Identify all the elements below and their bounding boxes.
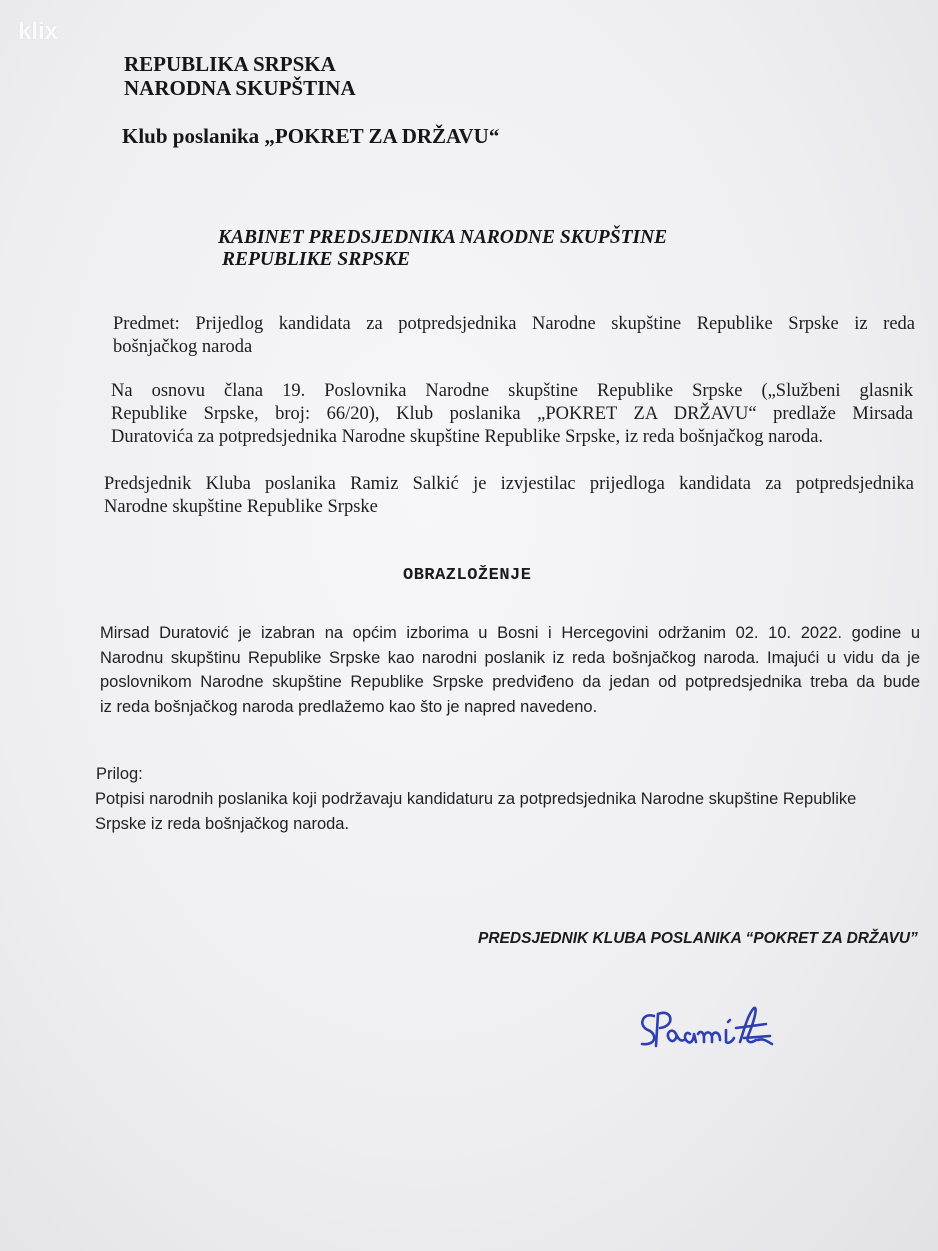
recipient-line-2: REPUBLIKE SRPSKE: [222, 249, 411, 270]
basis-line: Na osnovu člana 19. Poslovnika Narodne skupštine Republike Srpske („Službeni glasnik: [111, 381, 913, 401]
klix-watermark: klix: [18, 18, 59, 45]
header-assembly: NARODNA SKUPŠTINA: [124, 76, 356, 100]
attachment-line: Potpisi narodnih poslanika koji podržavaju kandidaturu za potpredsjednika Narodne skupštine Republike: [95, 790, 857, 808]
explanation-line: Narodnu skupštinu Republike Srpske kao narodni poslanik iz reda bošnjačkog naroda. Imajući u vidu da je: [100, 648, 920, 667]
basis-line: Duratovića za potpredsjednika Narodne skupštine Republike Srpske, iz reda bošnjačkog naroda.: [111, 427, 824, 447]
attachment-text: [95, 787, 935, 836]
explanation-paragraph: [100, 621, 920, 719]
rapporteur-line: Predsjednik Kluba poslanika Ramiz Salkić je izvjestilac prijedloga kandidata za potpredsjednika: [104, 474, 914, 494]
subject-line: Predmet: Prijedlog kandidata za potpredsjednika Narodne skupštine Republike Srpske iz reda: [113, 314, 915, 334]
attachment-label: Prilog:: [96, 765, 143, 783]
explanation-line: iz reda bošnjačkog naroda predlažemo kao što je napred navedeno.: [100, 697, 598, 716]
explanation-line: poslovnikom Narodne skupštine Republike Srpske predviđeno da jedan od potpredsjednika treba da bude: [100, 673, 920, 691]
rapporteur-line: Narodne skupštine Republike Srpske: [104, 497, 378, 517]
explanation-line: Mirsad Duratović je izabran na općim izborima u Bosni i Hercegovini održanim 02. 10. 2022. godine u: [100, 624, 920, 642]
signature-title: PREDSJEDNIK KLUBA POSLANIKA “POKRET ZA DRŽAVU”: [478, 930, 918, 947]
explanation-title: OBRAZLOŽENJE: [403, 566, 532, 585]
handwritten-signature: [632, 1000, 792, 1060]
basis-line: Republike Srpske, broj: 66/20), Klub poslanika „POKRET ZA DRŽAVU“ predlaže Mirsada: [111, 404, 913, 424]
header-club: Klub poslanika „POKRET ZA DRŽAVU“: [122, 124, 500, 148]
subject-paragraph: [113, 313, 915, 359]
basis-paragraph: [111, 380, 913, 449]
header-republic: REPUBLIKA SRPSKA: [124, 52, 336, 76]
attachment-line: Srpske iz reda bošnjačkog naroda.: [95, 814, 350, 833]
rapporteur-paragraph: [104, 473, 914, 519]
subject-line: bošnjačkog naroda: [113, 337, 253, 357]
recipient-line-1: KABINET PREDSJEDNIKA NARODNE SKUPŠTINE: [218, 227, 668, 248]
